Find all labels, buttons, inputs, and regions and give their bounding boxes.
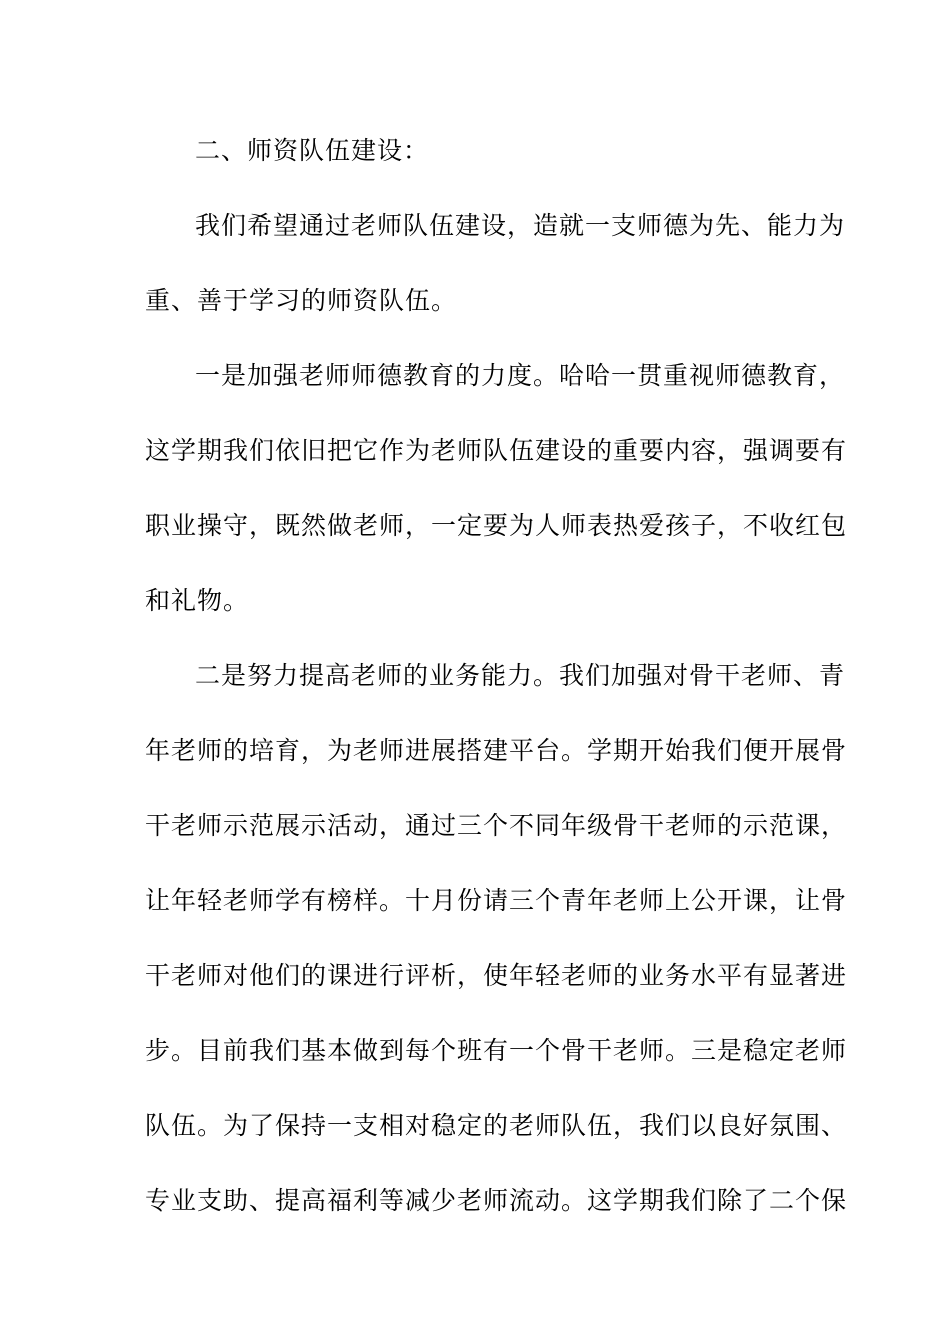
paragraph-line: 专业支助、提高福利等减少老师流动。这学期我们除了二个保 [145, 1186, 848, 1215]
paragraph-line: 干老师示范展示活动，通过三个不同年级骨干老师的示范课， [145, 811, 848, 840]
paragraph-line: 二是努力提高老师的业务能力。我们加强对骨干老师、青 [195, 661, 846, 690]
section-heading: 二、师资队伍建设： [195, 136, 430, 165]
paragraph-line: 和礼物。 [145, 586, 250, 615]
paragraph-line: 让年轻老师学有榜样。十月份请三个青年老师上公开课，让骨 [145, 886, 848, 915]
paragraph-line: 我们希望通过老师队伍建设，造就一支师德为先、能力为 [195, 211, 846, 240]
paragraph-line: 这学期我们依旧把它作为老师队伍建设的重要内容，强调要有 [145, 436, 848, 465]
paragraph-line: 一是加强老师师德教育的力度。哈哈一贯重视师德教育， [195, 361, 846, 390]
paragraph-line: 队伍。为了保持一支相对稳定的老师队伍，我们以良好氛围、 [145, 1111, 848, 1140]
paragraph-line: 年老师的培育，为老师进展搭建平台。学期开始我们便开展骨 [145, 736, 848, 765]
paragraph-line: 干老师对他们的课进行评析，使年轻老师的业务水平有显著进 [145, 961, 848, 990]
paragraph-line: 步。目前我们基本做到每个班有一个骨干老师。三是稳定老师 [145, 1036, 848, 1065]
paragraph-line: 职业操守，既然做老师，一定要为人师表热爱孩子，不收红包 [145, 511, 848, 540]
paragraph-line: 重、善于学习的师资队伍。 [145, 286, 458, 315]
